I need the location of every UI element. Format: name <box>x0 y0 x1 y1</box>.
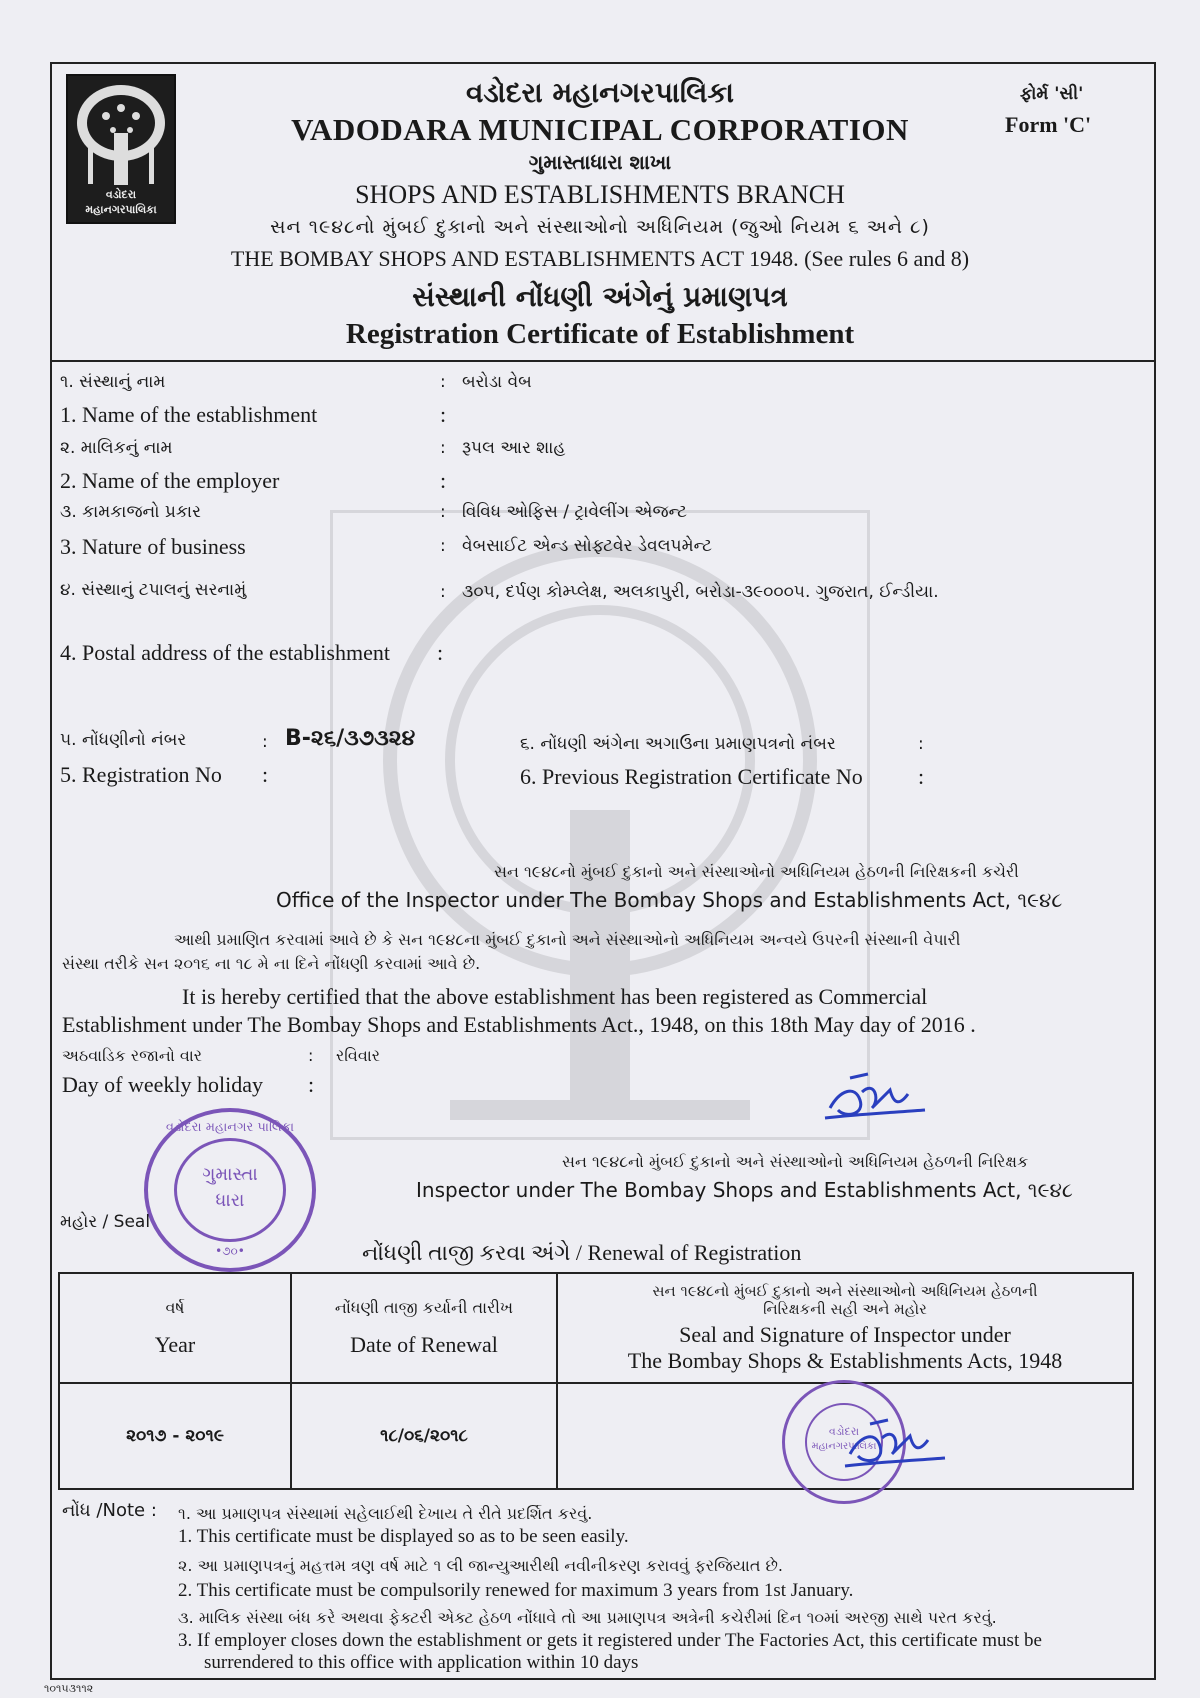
field6-colon: : <box>918 734 924 754</box>
renewal-year-value: ૨૦૧૭ - ૨૦૧૯ <box>59 1383 291 1489</box>
renewal-header-row <box>59 1273 1133 1383</box>
field5-colon: : <box>262 732 268 752</box>
col-sig-gujarati-2: નિરિક્ષકની સહી અને મહોર <box>763 1300 927 1318</box>
note3-gujarati: ૩. માલિક સંસ્થા બંધ કરે અથવા ફેક્ટરી એક્ટ હેઠળ નોંધાવે તો આ પ્રમાણપત્ર અત્રેની કચેરીમાં દિન ૧૦માં અરજી સાથે પરત કરવું. <box>178 1608 997 1627</box>
municipal-seal <box>144 1108 316 1272</box>
note2-english: 2. This certificate must be compulsorily renewed for maximum 3 years from 1st January. <box>178 1580 854 1601</box>
seal-ring-text: વડોદરા મહાનગર પાલિકા <box>165 1120 295 1135</box>
field6-colon-en: : <box>918 764 925 789</box>
field4-colon: : <box>440 582 446 602</box>
office-english: Office of the Inspector under The Bombay Shops and Establishments Act, ૧૯૪૮ <box>276 888 1063 912</box>
note2-gujarati: ૨. આ પ્રમાણપત્રનું મહત્તમ ત્રણ વર્ષ માટે ૧ લી જાન્યુઆરીથી નવીનીકરણ કરાવવું ફરજિયાત છે. <box>178 1556 783 1575</box>
holiday-colon-en: : <box>308 1072 315 1097</box>
seal-label: મહોર / Seal <box>60 1212 151 1232</box>
field3-value-line2: વેબસાઈટ એન્ડ સોફ્ટવેર ડેવલપમેન્ટ <box>462 536 712 556</box>
office-gujarati: સન ૧૯૪૮નો મુંબઈ દુકાનો અને સંસ્થાઓનો અધિનિયમ હેઠળની નિરિક્ષકની કચેરી <box>494 862 1019 881</box>
form-label-english: Form 'C' <box>1005 112 1092 137</box>
renewal-heading: નોંધણી તાજી કરવા અંગે / Renewal of Registration <box>362 1240 802 1265</box>
inspector-english: Inspector under The Bombay Shops and Establishments Act, ૧૯૪૮ <box>416 1178 1073 1202</box>
col-sig-gujarati-1: સન ૧૯૪૮નો મુંબઈ દુકાનો અને સંસ્થાઓનો અધિનિયમ હેઠળની <box>652 1282 1038 1300</box>
field1-label-gujarati: ૧. સંસ્થાનું નામ <box>60 372 166 392</box>
holiday-label-english: Day of weekly holiday <box>62 1072 263 1097</box>
field3-label-gujarati: ૩. કામકાજનો પ્રકાર <box>60 502 201 522</box>
holiday-label-gujarati: અઠવાડિક રજાનો વાર <box>62 1046 203 1065</box>
registration-number: B-૨૬/૩૭૩૨૪ <box>285 726 416 751</box>
note3-english-line2: surrendered to this office with application within 10 days <box>204 1652 639 1673</box>
seal-inner-text-2: ધારા <box>215 1190 245 1211</box>
field2-label-english: 2. Name of the employer <box>60 468 280 493</box>
col-sig-english-1: Seal and Signature of Inspector under <box>679 1322 1011 1347</box>
field6-label-gujarati: ૬. નોંધણી અંગેના અગાઉના પ્રમાણપત્રનો નંબર <box>520 734 836 754</box>
renewal-signature <box>840 1414 950 1474</box>
renewal-data-row <box>59 1383 1133 1489</box>
certify-english-line1: It is hereby certified that the above establishment has been registered as Commercial <box>182 984 928 1009</box>
logo-text-line2: મહાનગરપાલિકા <box>85 203 157 216</box>
holiday-colon: : <box>308 1046 314 1065</box>
field6-label-english: 6. Previous Registration Certificate No <box>520 764 863 789</box>
inspector-gujarati: સન ૧૯૪૮નો મુંબઈ દુકાનો અને સંસ્થાઓનો અધિનિયમ હેઠળની નિરિક્ષક <box>562 1152 1029 1171</box>
footer-code: ૧૦૧૫૩૧૧૨ <box>44 1682 94 1695</box>
field1-colon: : <box>440 372 446 392</box>
renewal-seal-text-2: મહાનગરપાલિકા <box>811 1441 877 1452</box>
logo-text-line1: વડોદરા <box>105 188 137 201</box>
certificate-title-english: Registration Certificate of Establishment <box>345 318 855 350</box>
branch-english: SHOPS AND ESTABLISHMENTS BRANCH <box>355 180 845 209</box>
col-date-english: Date of Renewal <box>350 1332 498 1357</box>
field3-colon-2: : <box>440 536 446 556</box>
title-english: VADODARA MUNICIPAL CORPORATION <box>291 112 909 147</box>
renewal-col-signature <box>557 1273 1133 1383</box>
certificate-title-gujarati: સંસ્થાની નોંધણી અંગેનું પ્રમાણપત્ર <box>412 280 788 313</box>
field3-label-english: 3. Nature of business <box>60 534 246 559</box>
act-gujarati: સન ૧૯૪૮નો મુંબઈ દુકાનો અને સંસ્થાઓનો અધિનિયમ (જુઓ નિયમ ૬ અને ૮) <box>270 216 930 238</box>
note3-english-line1: 3. If employer closes down the establishment or gets it registered under The Factories Act, this certificate must be <box>178 1630 1042 1651</box>
title-gujarati: વડોદરા મહાનગરપાલિકા <box>465 76 735 109</box>
field4-value: ૩૦૫, દર્પણ કોમ્પ્લેક્ષ, અલકાપુરી, બરોડા-૩૯૦૦૦૫. ગુજરાત, ઈન્ડીયા. <box>462 582 939 602</box>
field1-colon-en: : <box>440 402 447 427</box>
field4-label-gujarati: ૪. સંસ્થાનું ટપાલનું સરનામું <box>60 580 247 600</box>
vmc-logo <box>66 74 176 224</box>
field2-value: રૂપલ આર શાહ <box>462 438 566 458</box>
notes-label: નોંધ /Note : <box>62 1500 157 1521</box>
renewal-col-date <box>291 1273 557 1383</box>
field4-colon-en: : <box>437 640 444 665</box>
renewal-table <box>58 1272 1134 1490</box>
seal-inner-text-1: ગુમાસ્તા <box>202 1164 258 1185</box>
note1-gujarati: ૧. આ પ્રમાણપત્ર સંસ્થામાં સહેલાઈથી દેખાય તે રીતે પ્રદર્શિત કરવું. <box>178 1504 593 1523</box>
field2-colon: : <box>440 438 446 458</box>
header-divider <box>50 360 1156 362</box>
note1-english: 1. This certificate must be displayed so as to be seen easily. <box>178 1526 629 1547</box>
seal-number: •૭૦• <box>215 1244 245 1258</box>
col-date-gujarati: નોંધણી તાજી કર્યાની તારીખ <box>334 1298 514 1317</box>
certify-gujarati-line2: સંસ્થા તરીકે સન ૨૦૧૬ ના ૧૮ મે ના દિને નોંધણી કરવામાં આવે છે. <box>62 954 481 973</box>
col-sig-english-2: The Bombay Shops & Establishments Acts, 1948 <box>627 1348 1063 1373</box>
field2-label-gujarati: ૨. માલિકનું નામ <box>60 438 173 458</box>
field4-label-english: 4. Postal address of the establishment <box>60 640 390 665</box>
field1-label-english: 1. Name of the establishment <box>60 402 318 427</box>
col-year-gujarati: વર્ષ <box>165 1298 185 1317</box>
field2-colon-en: : <box>440 468 447 493</box>
field3-value-line1: વિવિધ ઓફિસ / ટ્રાવેલીંગ એજન્ટ <box>462 502 687 522</box>
field5-colon-en: : <box>262 762 269 787</box>
branch-gujarati: ગુમાસ્તાધારા શાખા <box>528 150 672 174</box>
holiday-value: રવિવાર <box>336 1046 381 1065</box>
renewal-col-year <box>59 1273 291 1383</box>
certify-gujarati-line1: આથી પ્રમાણિત કરવામાં આવે છે કે સન ૧૯૪૮ના મુંબઈ દુકાનો અને સંસ્થાઓનો અધિનિયમ અન્વયે ઉપરની સંસ્થાની વેપારી <box>174 930 961 949</box>
inspector-signature <box>820 1070 930 1125</box>
field5-label-gujarati: ૫. નોંધણીનો નંબર <box>60 730 187 750</box>
act-english: THE BOMBAY SHOPS AND ESTABLISHMENTS ACT 1948. (See rules 6 and 8) <box>230 246 970 271</box>
field3-colon: : <box>440 502 446 522</box>
col-year-english: Year <box>154 1332 196 1357</box>
field1-value: બરોડા વેબ <box>462 372 532 392</box>
renewal-date-value: ૧૮/૦૬/૨૦૧૮ <box>291 1383 557 1489</box>
form-label-gujarati: ફોર્મ 'સી' <box>1020 84 1084 104</box>
tree-icon <box>68 78 174 188</box>
renewal-seal-text-1: વડોદરા <box>828 1425 860 1438</box>
certify-english-line2: Establishment under The Bombay Shops and Establishments Act., 1948, on this 18th May day of 2016 . <box>62 1012 976 1037</box>
field5-label-english: 5. Registration No <box>60 762 222 787</box>
